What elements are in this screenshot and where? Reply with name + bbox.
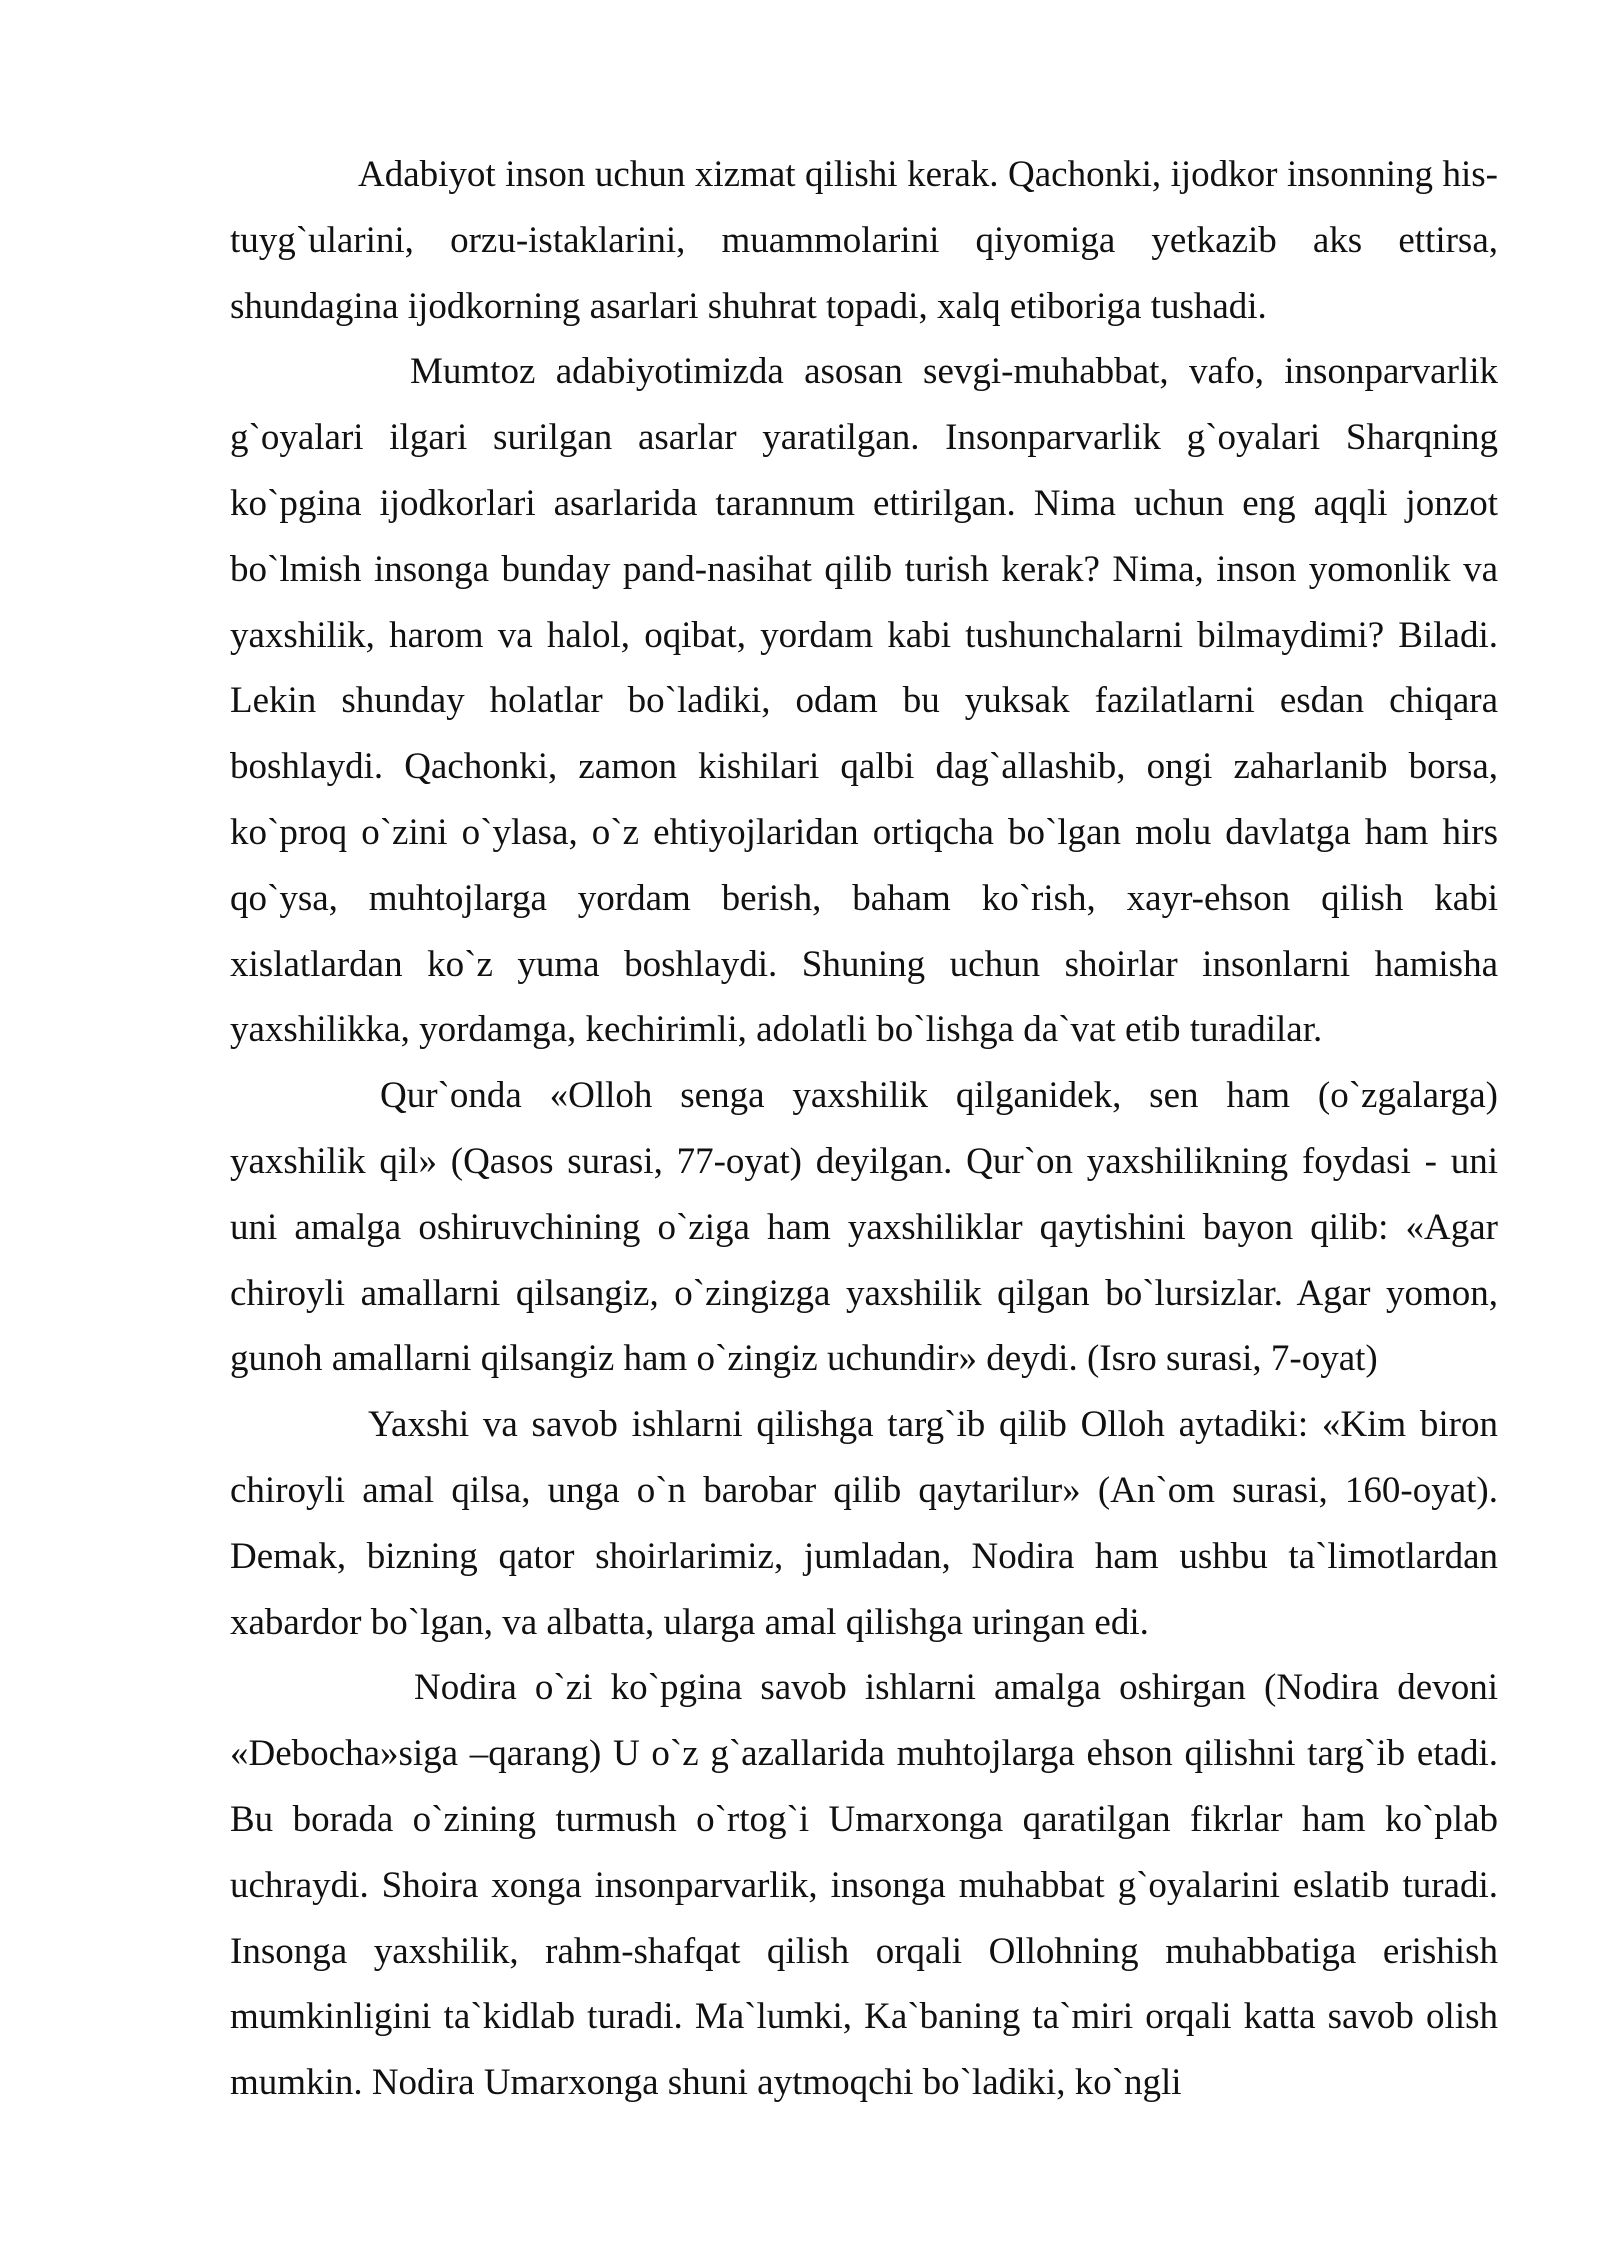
paragraph-classical-literature: Mumtoz adabiyotimizda asosan sevgi-muhabbat, vafo, insonparvarlik g`oyalari ilgari surilgan asarlar yaratilgan. Insonparvarlik g`oyalari Sharqning ko`pgina ijodkorlari asarlarida tarannum ettirilgan. Nima uchun eng aqqli jonzot bo`lmish insonga bunday pand-nasihat qilib turish kerak? Nima, inson yomonlik va yaxshilik, harom va halol, oqibat, yordam kabi tushunchalarni bilmaydimi? Biladi. Lekin shunday holatlar bo`ladiki, odam bu yuksak fazilatlarni esdan chiqara boshlaydi. Qachonki, zamon kishilari qalbi dag`allashib, ongi zaharlanib borsa, ko`proq o`zini o`ylasa, o`z ehtiyojlaridan ortiqcha bo`lgan molu davlatga ham hirs qo`ysa, muhtojlarga yordam berish, baham ko`rish, xayr-ehson qilish kabi xislatlardan ko`z yuma boshlaydi. Shuning uchun shoirlar insonlarni hamisha yaxshilikka, yordamga, kechirimli, adolatli bo`lishga da`vat etib turadilar. <box>230 351 1498 1051</box>
document-body <box>230 142 1498 2116</box>
paragraph-quran-goodness: Qur`onda «Olloh senga yaxshilik qilganidek, sen ham (o`zgalarga) yaxshilik qil» (Qasos surasi, 77-oyat) deyilgan. Qur`on yaxshilikning foydasi - uni uni amalga oshiruvchining o`ziga ham yaxshiliklar qaytishini bayon qilib: «Agar chiroyli amallarni qilsangiz, o`zingizga yaxshilik qilgan bo`lursizlar. Agar yomon, gunoh amallarni qilsangiz ham o`zingiz uchundir» deydi. (Isro surasi, 7-oyat) <box>230 1075 1498 1380</box>
paragraph-nodira: Nodira o`zi ko`pgina savob ishlarni amalga oshirgan (Nodira devoni «Debocha»siga –qarang) U o`z g`azallarida muhtojlarga ehson qilishni targ`ib etadi. Bu borada o`zining turmush o`rtog`i Umarxonga qaratilgan fikrlar ham ko`plab uchraydi. Shoira xonga insonparvarlik, insonga muhabbat g`oyalarini eslatib turadi. Insonga yaxshilik, rahm-shafqat qilish orqali Ollohning muhabbatiga erishish mumkinligini ta`kidlab turadi. Ma`lumki, Ka`baning ta`miri orqali katta savob olish mumkin. Nodira Umarxonga shuni aytmoqchi bo`ladiki, ko`ngli <box>230 1667 1498 2104</box>
paragraph-literature-service: Adabiyot inson uchun xizmat qilishi kerak. Qachonki, ijodkor insonning his-tuyg`ularini, orzu-istaklarini, muammolarini qiyomiga yetkazib aks ettirsa, shundagina ijodkorning asarlari shuhrat topadi, xalq etiboriga tushadi. <box>230 154 1498 327</box>
paragraph-good-deeds: Yaxshi va savob ishlarni qilishga targ`ib qilib Olloh aytadiki: «Kim biron chiroyli amal qilsa, unga o`n barobar qilib qaytarilur» (An`om surasi, 160-oyat). Demak, bizning qator shoirlarimiz, jumladan, Nodira ham ushbu ta`limotlardan xabardor bo`lgan, va albatta, ularga amal qilishga uringan edi. <box>230 1404 1498 1643</box>
